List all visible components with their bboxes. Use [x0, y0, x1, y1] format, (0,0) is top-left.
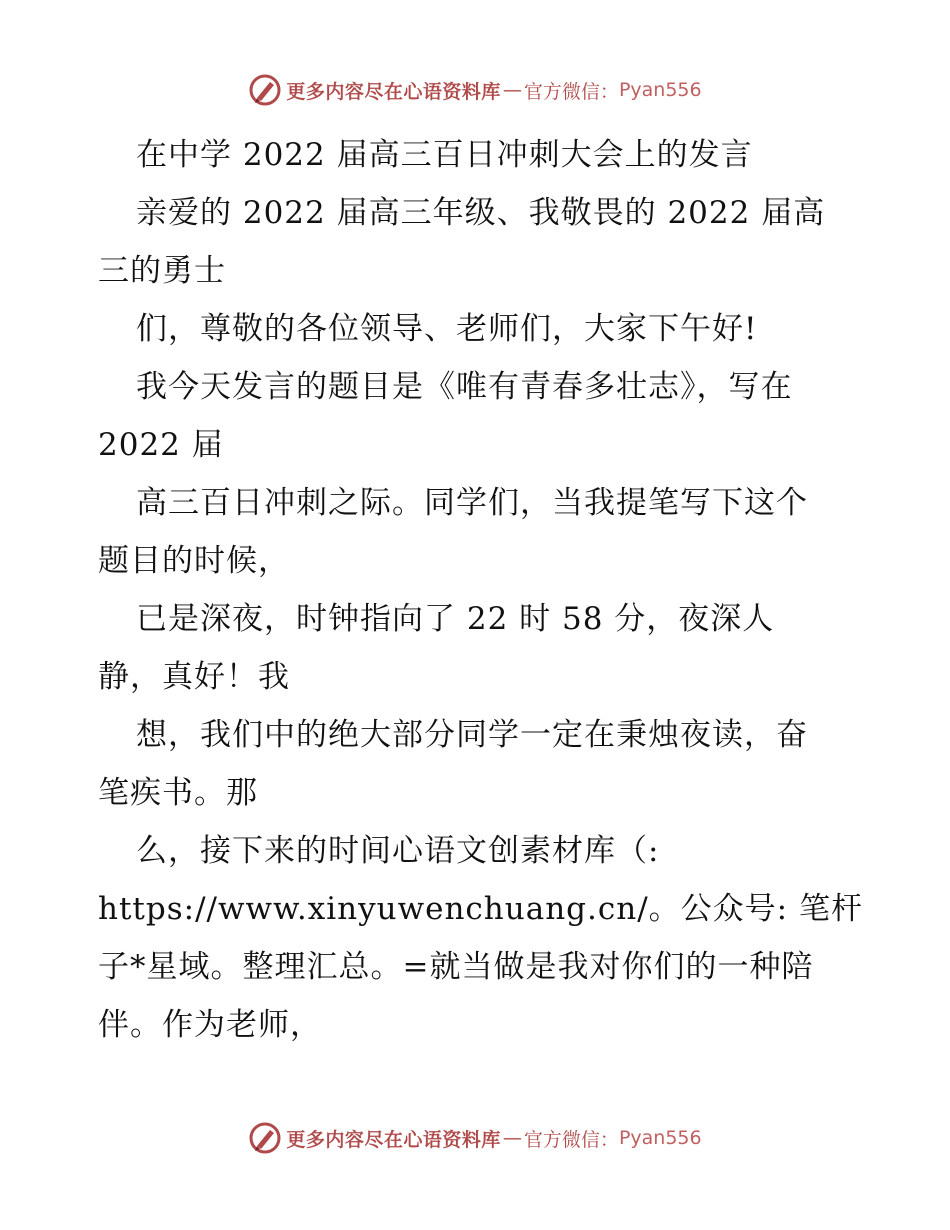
document-body	[98, 126, 863, 1054]
paragraph-line: 子*星域。整理汇总。=就当做是我对你们的一种陪	[98, 949, 814, 985]
paragraph-line: 们，尊敬的各位领导、老师们，大家下午好!	[136, 311, 758, 347]
watermark-wechat-id: Pyan556	[618, 79, 702, 101]
paragraph-line: 我今天发言的题目是《唯有青春多壮志》，写在	[136, 369, 793, 405]
watermark-separator: —	[502, 79, 522, 101]
paragraph-line: 已是深夜，时钟指向了 22 时 58 分，夜深人	[136, 601, 775, 637]
paragraph-line: 想，我们中的绝大部分同学一定在秉烛夜读，奋	[136, 717, 808, 753]
watermark-wechat-label: 官方微信：	[523, 80, 619, 103]
pen-logo-icon	[248, 73, 282, 107]
paragraph-line: 亲爱的 2022 届高三年级、我敬畏的 2022 届高	[136, 195, 826, 231]
watermark-main-text: 更多内容尽在心语资料库	[286, 1128, 501, 1151]
watermark-separator: —	[502, 1127, 522, 1149]
paragraph-line: 题目的时候，	[98, 543, 290, 579]
paragraph-line: 么，接下来的时间心语文创素材库（:	[136, 833, 660, 869]
watermark-wechat-id: Pyan556	[618, 1127, 702, 1149]
header-watermark	[0, 70, 950, 110]
watermark-main-text: 更多内容尽在心语资料库	[286, 80, 501, 103]
paragraph-line: 笔疾书。那	[98, 775, 258, 811]
doc-title: 在中学 2022 届高三百日冲刺大会上的发言	[136, 137, 753, 173]
paragraph-line: 伴。作为老师，	[98, 1007, 322, 1043]
paragraph-line: 高三百日冲刺之际。同学们，当我提笔写下这个	[136, 485, 808, 521]
watermark-wechat-label: 官方微信：	[523, 1128, 619, 1151]
footer-watermark	[0, 1118, 950, 1158]
paragraph-line: https://www.xinyuwenchuang.cn/。公众号: 笔杆	[98, 891, 863, 927]
paragraph-line: 静，真好！我	[98, 659, 290, 695]
paragraph-line: 三的勇士	[98, 253, 226, 289]
paragraph-line: 2022 届	[98, 427, 224, 463]
pen-logo-icon	[248, 1121, 282, 1155]
